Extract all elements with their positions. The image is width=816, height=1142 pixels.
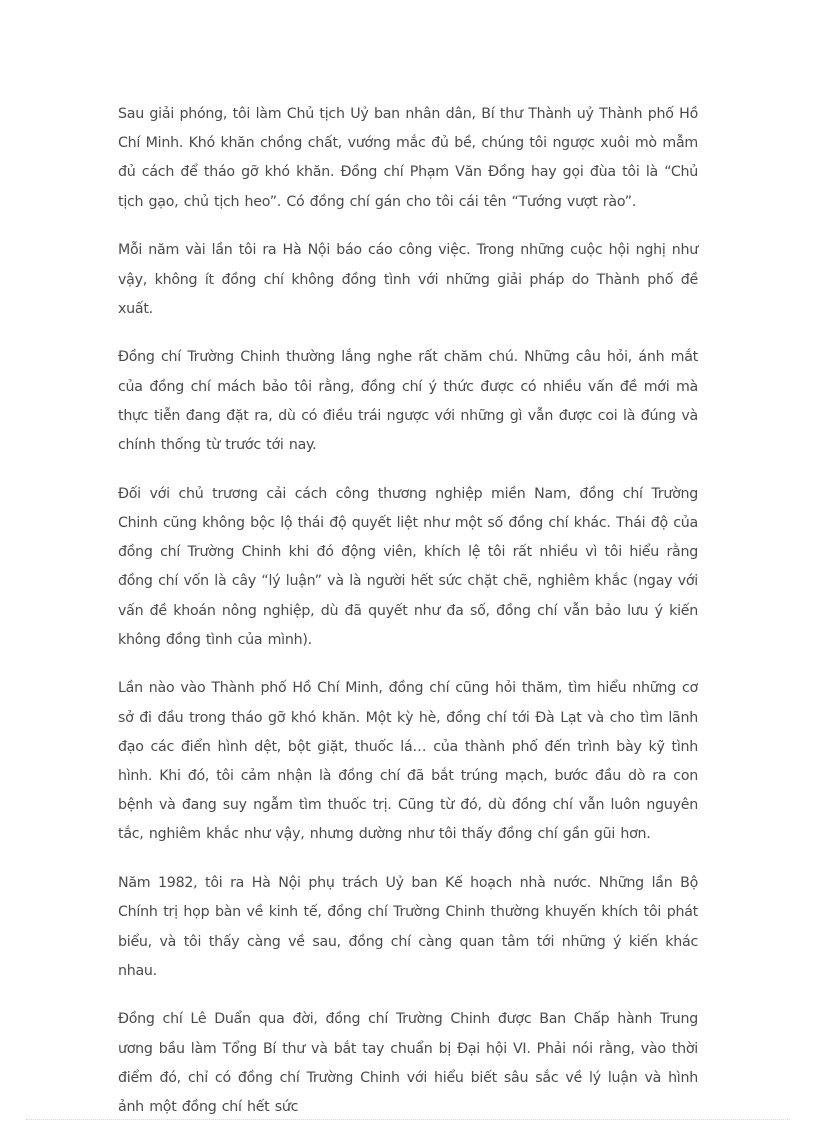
paragraph-6: Năm 1982, tôi ra Hà Nội phụ trách Uỷ ban Kế hoạch nhà nước. Những lần Bộ Chính trị họp bàn về kinh tế, đồng chí Trường Chinh thường khuyến khích tôi phát biểu, và tôi thấy càng về sau, đồng chí càng quan tâm tới những ý kiến khác nhau. xyxy=(118,875,698,979)
paragraph-1: Sau giải phóng, tôi làm Chủ tịch Uỷ ban nhân dân, Bí thư Thành uỷ Thành phố Hồ Chí Minh. Khó khăn chồng chất, vướng mắc đủ bề, chúng tôi ngược xuôi mò mẫm đủ cách để tháo gỡ khó khăn. Đồng chí Phạm Văn Đồng hay gọi đùa tôi là “Chủ tịch gạo, chủ tịch heo”. Có đồng chí gán cho tôi cái tên “Tướng vượt rào”. xyxy=(118,106,698,210)
page-bottom-divider xyxy=(26,1119,790,1120)
paragraph-3: Đồng chí Trường Chinh thường lắng nghe rất chăm chú. Những câu hỏi, ánh mắt của đồng chí mách bảo tôi rằng, đồng chí ý thức được có nhiều vấn đề mới mà thực tiễn đang đặt ra, dù có điều trái ngược với những gì vẫn được coi là đúng và chính thống từ trước tới nay. xyxy=(118,349,698,454)
paragraph-2: Mỗi năm vài lần tôi ra Hà Nội báo cáo công việc. Trong những cuộc hội nghị như vậy, không ít đồng chí không đồng tình với những giải pháp do Thành phố đề xuất. xyxy=(118,242,698,317)
document-body xyxy=(118,100,698,1142)
paragraph-5: Lần nào vào Thành phố Hồ Chí Minh, đồng chí cũng hỏi thăm, tìm hiểu những cơ sở đi đầu trong tháo gỡ khó khăn. Một kỳ hè, đồng chí tới Đà Lạt và cho tìm lãnh đạo các điển hình dệt, bột giặt, thuốc lá… của thành phố đến trình bày kỹ tình hình. Khi đó, tôi cảm nhận là đồng chí đã bắt trúng mạch, bước đầu dò ra con bệnh và đang suy ngẫm tìm thuốc trị. Cũng từ đó, dù đồng chí vẫn luôn nguyên tắc, nghiêm khắc như vậy, nhưng dường như tôi thấy đồng chí gần gũi hơn. xyxy=(118,680,698,843)
paragraph-4: Đối với chủ trương cải cách công thương nghiệp miền Nam, đồng chí Trường Chinh cũng không bộc lộ thái độ quyết liệt như một số đồng chí khác. Thái độ của đồng chí Trường Chinh khi đó động viên, khích lệ tôi rất nhiều vì tôi hiểu rằng đồng chí vốn là cây “lý luận” và là người hết sức chặt chẽ, nghiêm khắc (ngay với vấn đề khoán nông nghiệp, dù đã quyết như đa số, đồng chí vẫn bảo lưu ý kiến không đồng tình của mình). xyxy=(118,485,698,648)
paragraph-7: Đồng chí Lê Duẩn qua đời, đồng chí Trường Chinh được Ban Chấp hành Trung ương bầu làm Tổng Bí thư và bắt tay chuẩn bị Đại hội VI. Phải nói rằng, vào thời điểm đó, chỉ có đồng chí Trường Chinh với hiểu biết sâu sắc về lý luận và hình ảnh một đồng chí hết sức xyxy=(118,1011,698,1116)
